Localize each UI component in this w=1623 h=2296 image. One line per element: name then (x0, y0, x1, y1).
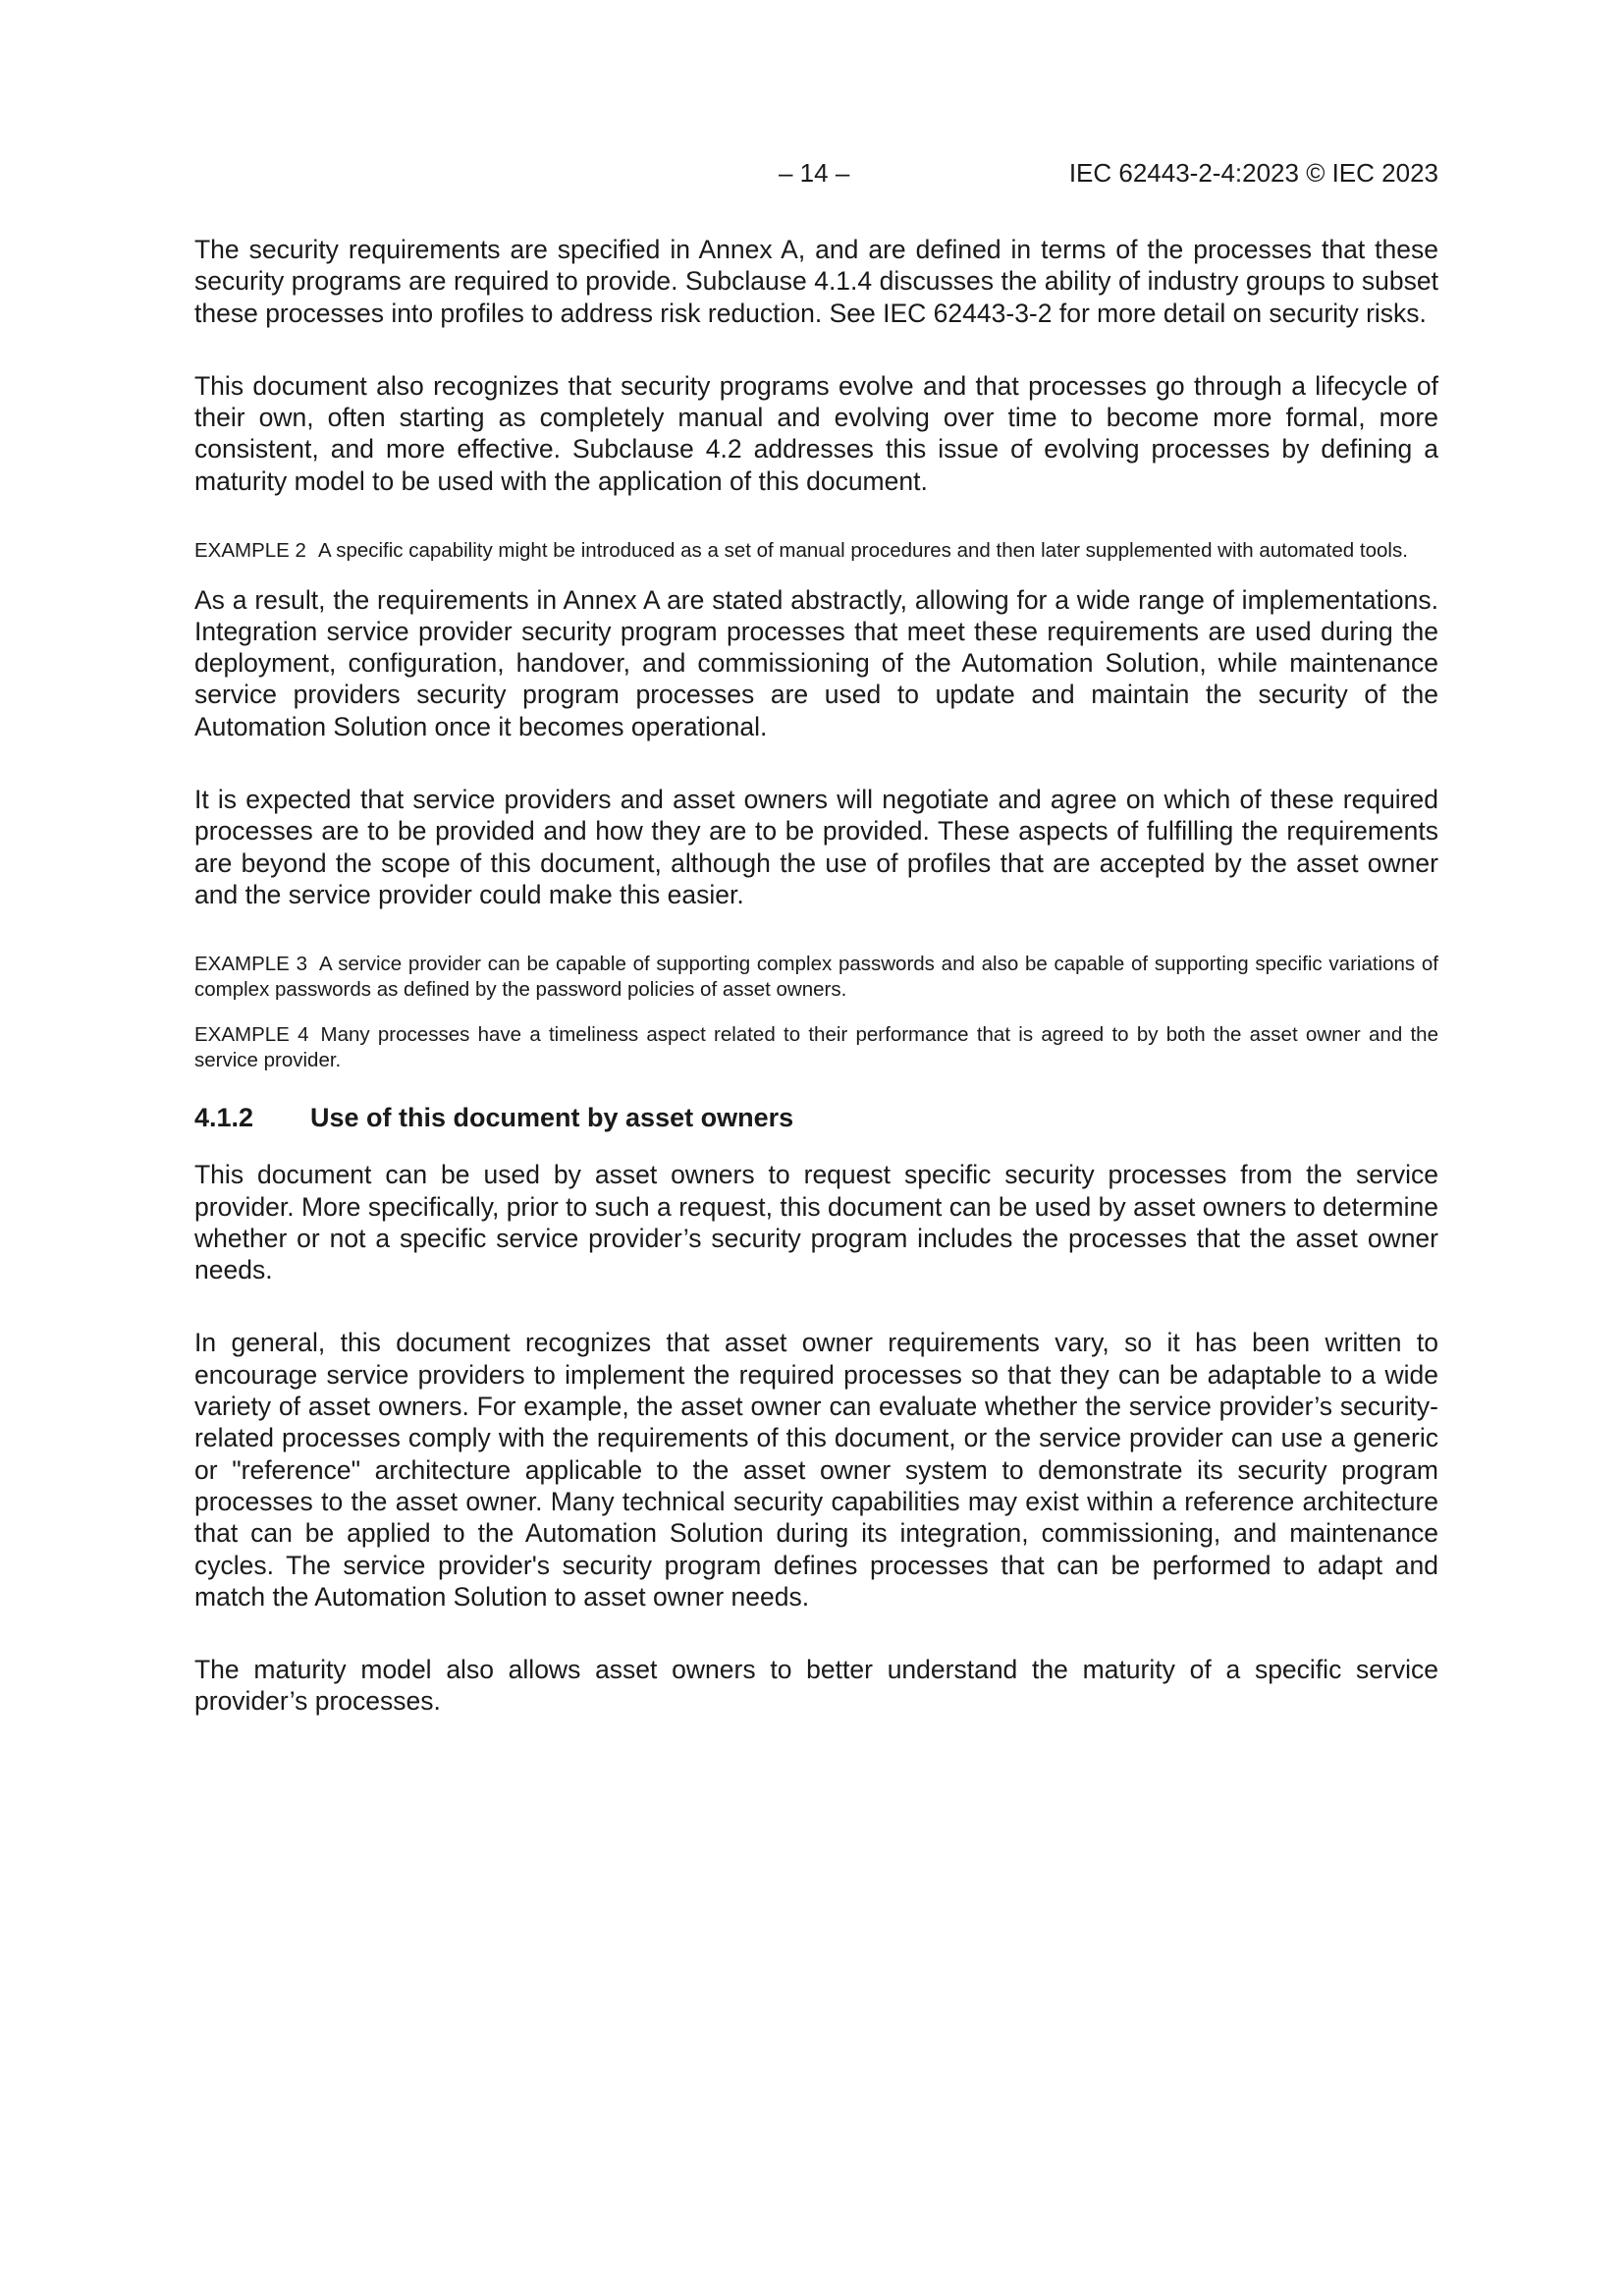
section-title: Use of this document by asset owners (310, 1103, 794, 1133)
example-2-label: EXAMPLE 2 (194, 539, 306, 563)
paragraph-requirements-vary: In general, this document recognizes that asset owner requirements vary, so it has been written to encourage service providers to implement the required processes so that they can be adaptable to a wide variety of asset owners. For example, the asset owner can evaluate whether the service provider’s security-related processes comply with the requirements of this document, or the service provider can use a generic or "reference" architecture applicable to the asset owner system to demonstrate its security program processes to the asset owner. Many technical security capabilities may exist within a reference architecture that can be applied to the Automation Solution during its integration, commissioning, and maintenance cycles. The service provider's security program defines processes that can be performed to adapt and match the Automation Solution to asset owner needs. (194, 1328, 1438, 1612)
paragraph-security-programs-evolve: This document also recognizes that security programs evolve and that processes go through a lifecycle of their own, often starting as completely manual and evolving over time to become more formal, more consistent, and more effective. Subclause 4.2 addresses this issue of evolving processes by defining a maturity model to be used with the application of this document. (194, 370, 1438, 496)
paragraph-negotiate-processes: It is expected that service providers and asset owners will negotiate and agree on which of these required processes are to be provided and how they are to be provided. These aspects of fulfilling the requirements are beyond the scope of this document, although the use of profiles that are accepted by the asset owner and the service provider could make this easier. (194, 785, 1438, 909)
example-4-label: EXAMPLE 4 (194, 1023, 309, 1047)
example-3-text: A service provider can be capable of supporting complex passwords and also be capable of supporting specific variations of complex passwords as defined by the password policies of asset owners. (194, 953, 1438, 1001)
example-2 (194, 538, 1438, 564)
document-body (194, 234, 1438, 1759)
example-3 (194, 952, 1438, 1002)
paragraph-requirements-abstract: As a result, the requirements in Annex A are stated abstractly, allowing for a wide range of implementations. Integration service provider security program processes that meet these requirements are used during the deployment, configuration, handover, and commissioning of the Automation Solution, while maintenance service providers security program processes are used to update and maintain the security of the Automation Solution once it becomes operational. (194, 584, 1438, 741)
example-3-label: EXAMPLE 3 (194, 953, 307, 976)
paragraph-asset-owner-requests: This document can be used by asset owners to request specific security processes from the service provider. More specifically, prior to such a request, this document can be used by asset owners to determine whether or not a specific service provider’s security program includes the processes that the asset owner needs. (194, 1160, 1438, 1285)
section-heading (194, 1102, 1438, 1133)
page-number: – 14 – (779, 158, 850, 188)
page-header (194, 155, 1438, 191)
example-4-text: Many processes have a timeliness aspect related to their performance that is agreed to by both the asset owner and the service provider. (194, 1023, 1438, 1071)
paragraph-security-requirements: The security requirements are specified in Annex A, and are defined in terms of the processes that these security programs are required to provide. Subclause 4.1.4 discusses the ability of industry groups to subset these processes into profiles to address risk reduction. See IEC 62443-3-2 for more detail on security risks. (194, 235, 1438, 328)
document-reference: IEC 62443-2-4:2023 © IEC 2023 (1068, 158, 1438, 188)
paragraph-maturity-model: The maturity model also allows asset owners to better understand the maturity of a specific service provider’s processes. (194, 1655, 1438, 1717)
section-number: 4.1.2 (194, 1103, 254, 1133)
example-2-text: A specific capability might be introduced as a set of manual procedures and then later supplemented with automated tools. (317, 539, 1408, 563)
example-4 (194, 1022, 1438, 1072)
